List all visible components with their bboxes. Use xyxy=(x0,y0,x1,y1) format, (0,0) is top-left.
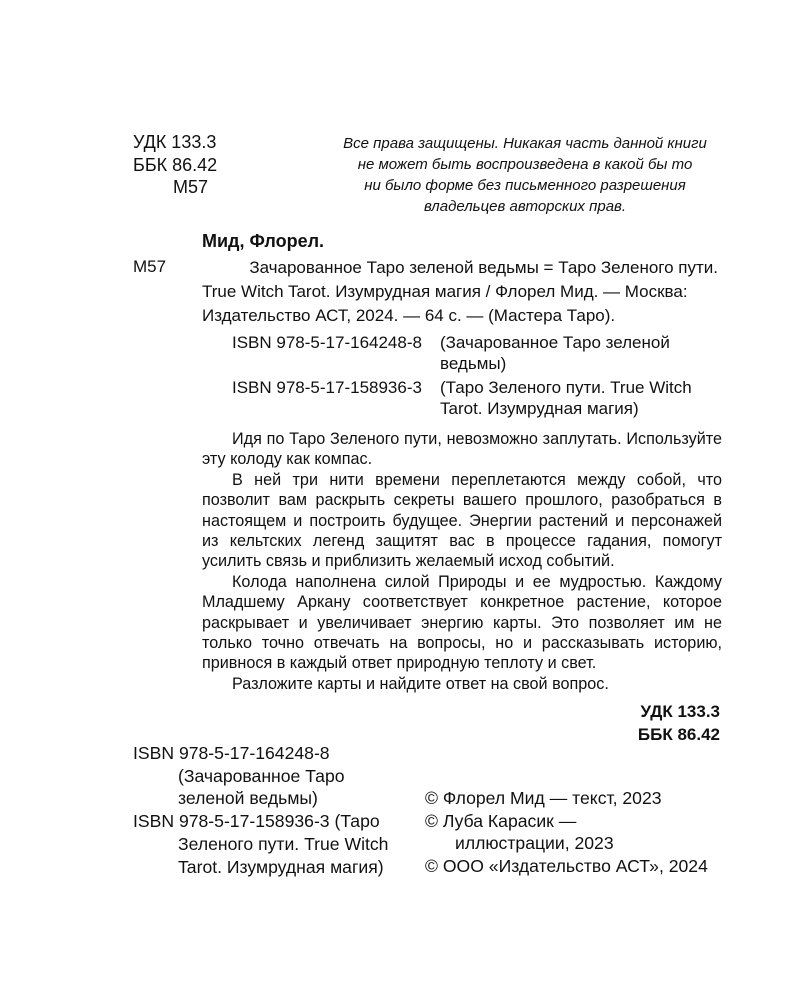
annotation-paragraph: Разложите карты и найдите ответ на свой вопрос. xyxy=(232,674,609,693)
bbk-code: ББК 86.42 xyxy=(637,725,720,744)
bbk-code: ББК 86.42 xyxy=(133,154,218,175)
classification-codes xyxy=(133,131,217,199)
author-mark: М57 xyxy=(173,177,209,197)
classification-codes-bottom xyxy=(638,700,720,746)
isbn-line: (Зачарованное Таро xyxy=(178,765,345,786)
author-name: Мид, Флорел. xyxy=(202,231,325,251)
isbn-line: ISBN 978-5-17-158936-3 (Таро xyxy=(133,811,380,832)
isbn-entry xyxy=(232,377,722,419)
bottom-isbn-list xyxy=(133,742,388,878)
annotation-paragraph: Колода наполнена силой Природы и ее мудростью. Каждому Младшему Аркану соответствует конкретное растение, которое раскрывает и увеличивает энергию карты. Это позволяет им не только точно отвечать на вопросы, но и рассказывать историю, привнося в каждый ответ природную теплоту и свет. xyxy=(202,572,722,673)
author-mark-left: М57 xyxy=(133,257,167,276)
udk-code: УДК 133.3 xyxy=(133,132,217,152)
rights-notice: Все права защищены. Никакая часть данной книги не может быть воспроизведена в какой бы то ни было форме без письменного разрешения владельцев авторских прав. xyxy=(343,135,707,215)
isbn-entry xyxy=(232,332,722,374)
bib-line-1: Зачарованное Таро зеленой ведьмы = Таро Зеленого пути. xyxy=(249,258,718,277)
udk-code: УДК 133.3 xyxy=(640,702,720,721)
copyright-line: © ООО «Издательство АСТ», 2024 xyxy=(425,856,708,877)
isbn-code: ISBN 978-5-17-158936-3 xyxy=(232,378,422,397)
copyright-line: иллюстрации, 2023 xyxy=(455,833,614,854)
annotation-paragraph: В ней три нити времени переплетаются между собой, что позволит вам раскрыть секреты вашего прошлого, разобраться в настоящем и построить будущее. Энергии растений и персонажей из кельтских легенд защитят вас в процессе гадания, помогут усилить связь и приблизить желаемый исход событий. xyxy=(202,470,722,571)
copyright-list xyxy=(425,787,722,878)
isbn-line: ISBN 978-5-17-164248-8 xyxy=(133,743,330,763)
isbn-line: зеленой ведьмы) xyxy=(178,788,318,809)
isbn-line: Tarot. Изумрудная магия) xyxy=(178,856,384,877)
copyright-line: © Флорел Мид — текст, 2023 xyxy=(425,788,662,808)
bib-line-2: True Witch Tarot. Изумрудная магия / Флорел Мид. — Москва: xyxy=(202,282,688,301)
isbn-line: Зеленого пути. True Witch xyxy=(178,833,389,854)
bibliographic-record xyxy=(202,256,718,328)
annotation-paragraph: Идя по Таро Зеленого пути, невозможно заплутать. Используйте эту колоду как компас. xyxy=(202,430,722,469)
isbn-description: (Зачарованное Таро зеленой ведьмы) xyxy=(440,333,670,373)
annotation xyxy=(202,429,722,694)
isbn-code: ISBN 978-5-17-164248-8 xyxy=(232,333,422,352)
isbn-description: (Таро Зеленого пути. True Witch Tarot. Изумрудная магия) xyxy=(440,378,692,418)
bib-line-3: Издательство АСТ, 2024. — 64 с. — (Мастера Таро). xyxy=(202,306,616,325)
copyright-line: © Луба Карасик — xyxy=(425,810,577,831)
